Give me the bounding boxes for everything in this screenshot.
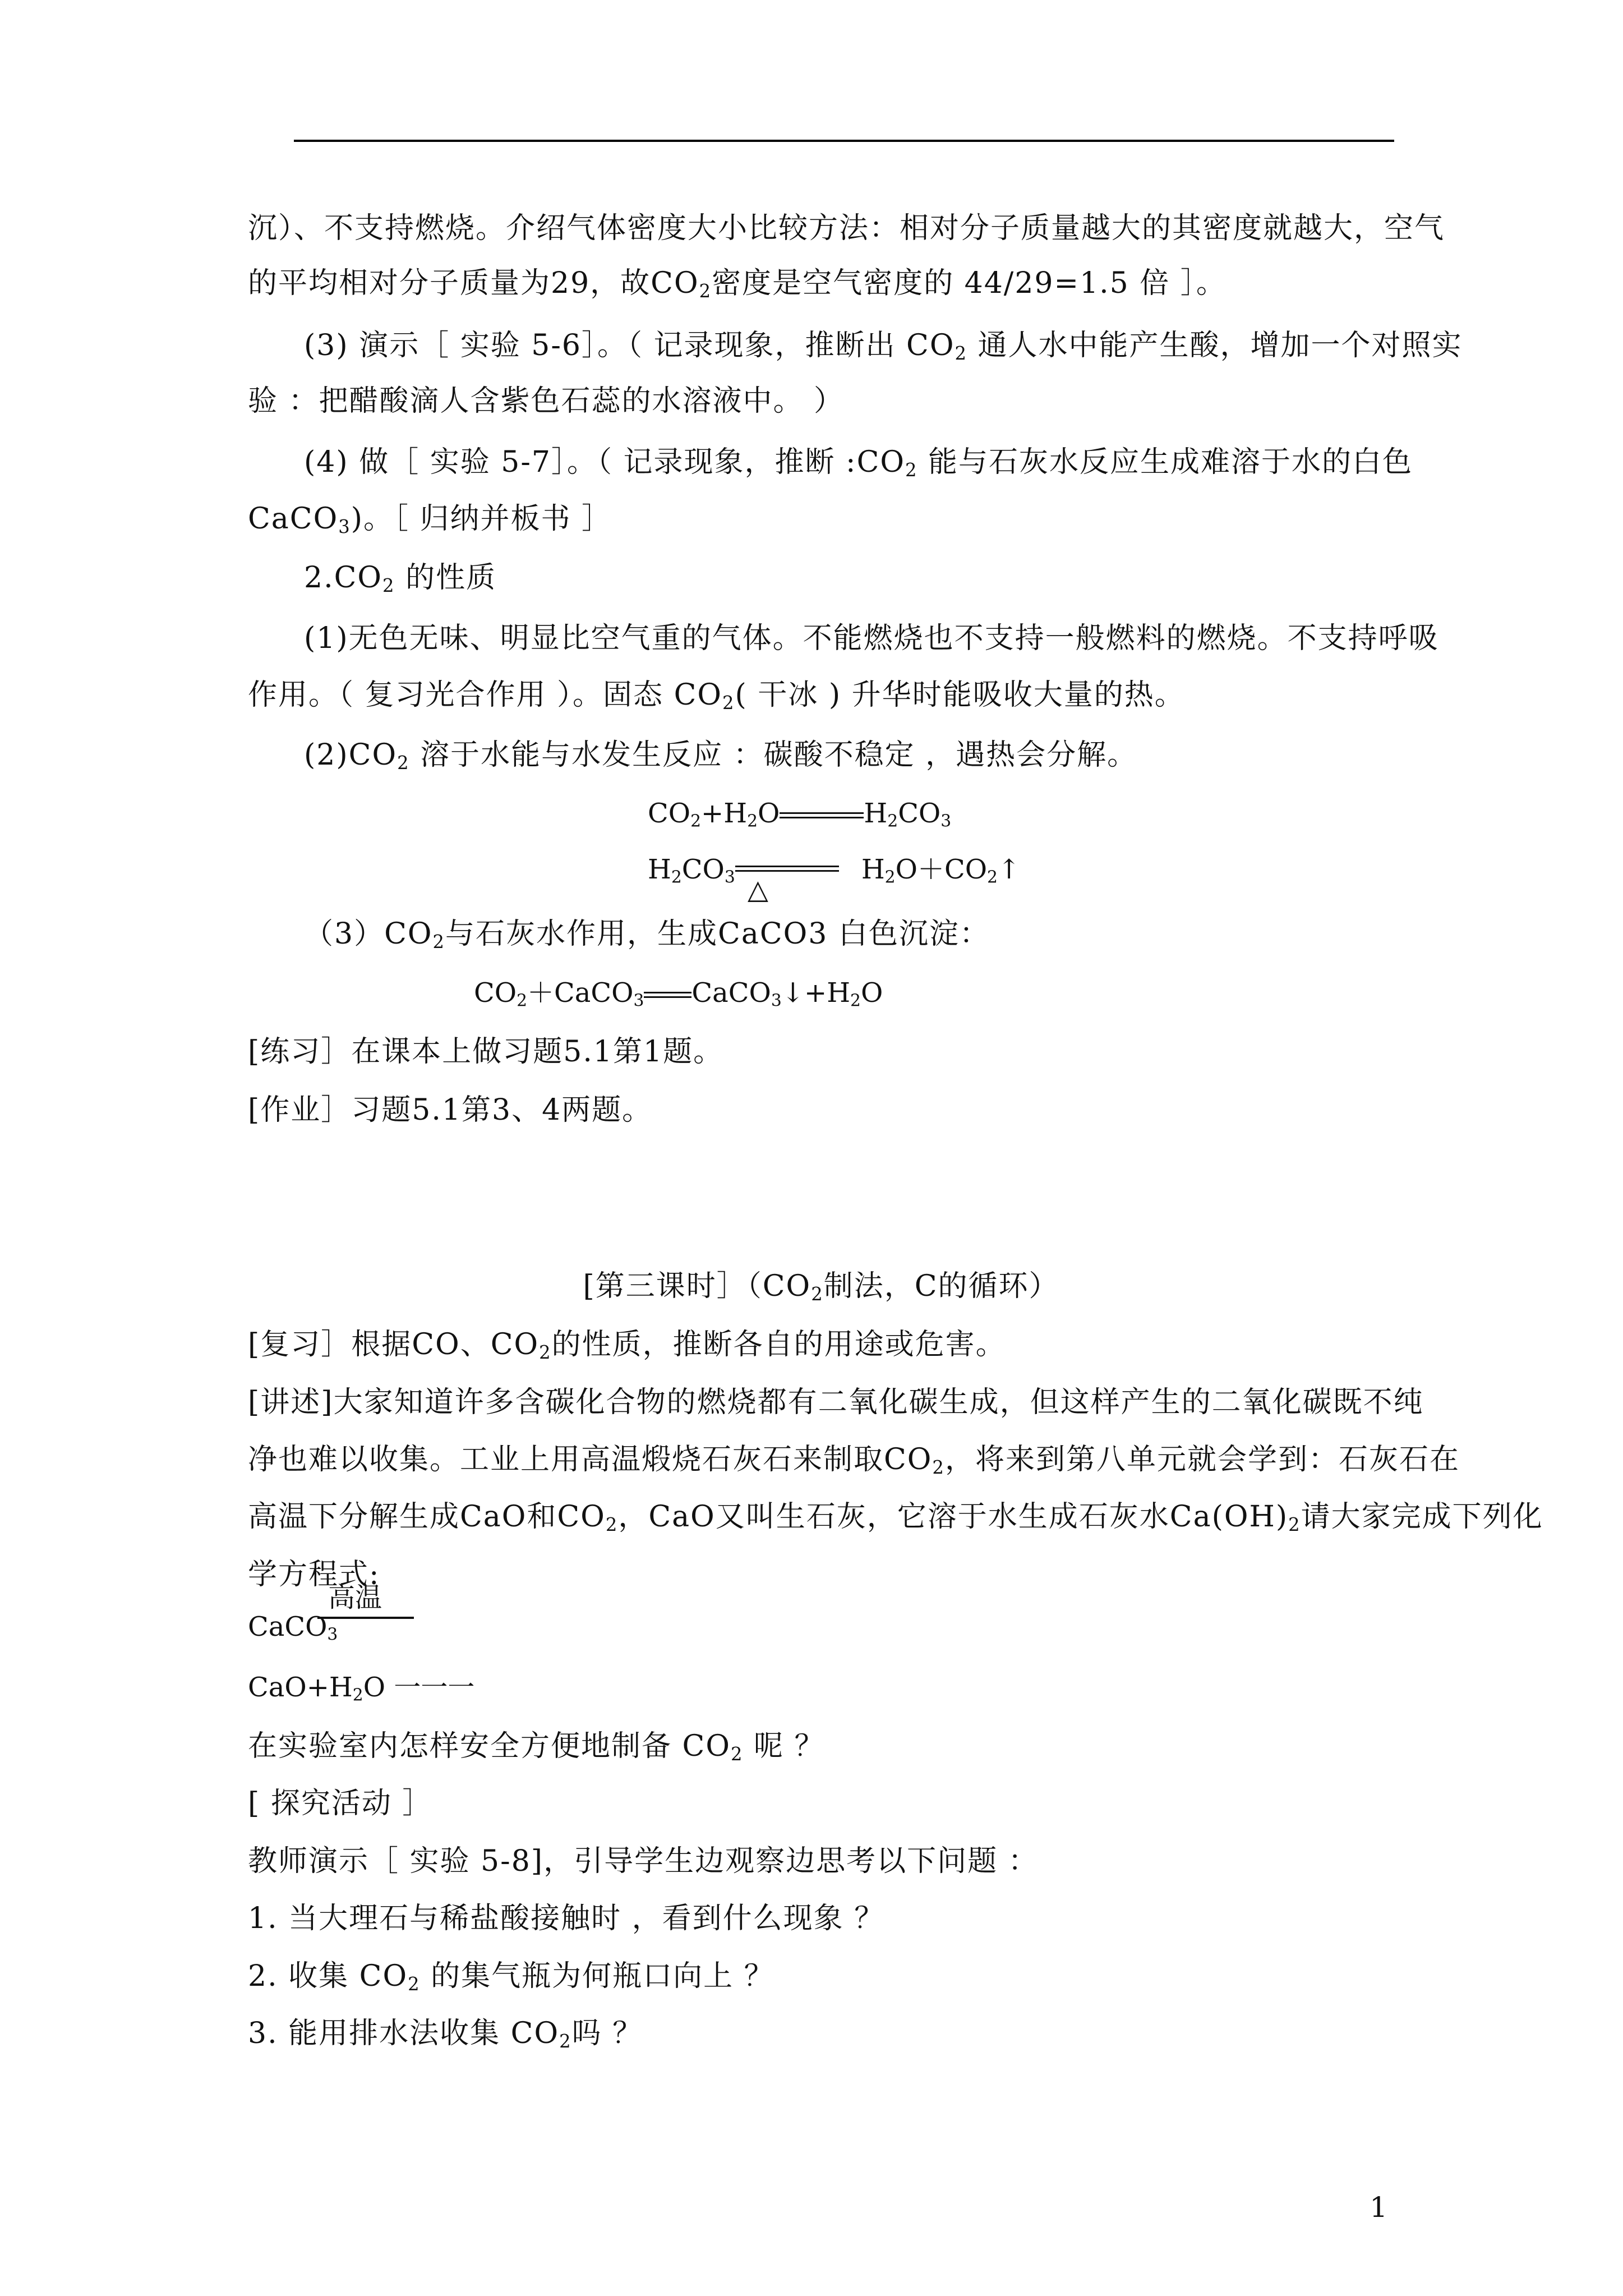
exercise-line: [练习］在课本上做习题5.1第1题。 xyxy=(248,1035,724,1069)
text-line: $(3)CO_2$与石灰水作用，生成CaCO3 白色沉淀： xyxy=(304,917,990,953)
heat-triangle: △ xyxy=(748,874,768,905)
equals-sign xyxy=(735,866,839,872)
text-line: 的平均相对分子质量为29，故$CO_2$密度是空气密度的 44/29=1.5 倍 ］。 xyxy=(248,266,1227,302)
text-line: $(2)CO_2$ 溶于水能与水发生反应 ：碳酸不稳定 ，遇热会分解。 xyxy=(304,738,1138,774)
text-line: [复习］根据CO、$CO_2$的性质，推断各自的用途或危害。 xyxy=(248,1328,1006,1364)
equation-carbonic-acid: $CO_2+H_2O$ $H_2CO_3$ xyxy=(648,798,952,831)
text-line: 作用。（ 复习光合作用 ）。固态 $CO_2$( 干冰 ) 升华时能吸收大量的热。 xyxy=(248,678,1185,714)
question-item: 1. 当大理石与稀盐酸接触时 ，看到什么现象 ？ xyxy=(248,1902,885,1935)
text-line: 学方程式: xyxy=(248,1558,380,1591)
text-line: 在实验室内怎样安全方便地制备 $CO_2$ 呢 ？ xyxy=(248,1729,825,1765)
text-line: [讲述]大家知道许多含碳化合物的燃烧都有二氧化碳生成，但这样产生的二氧化碳既不纯 xyxy=(248,1386,1424,1419)
text-line: (3) 演示［ 实验 5-6］。（ 记录现象，推断出 $CO_2$ 通人水中能产生酸，增加一个对照实 xyxy=(304,329,1463,365)
text-line: (4) 做［ 实验 5-7］。（ 记录现象，推断 $:CO_2$ 能与石灰水反应生成难溶于水的白色 xyxy=(304,445,1413,481)
text-line: CaCO$_3$)。［ 归纳并板书 ］ xyxy=(248,502,612,538)
equation-decomposition: $H_2CO_3$ $H_2O+CO_2↑$ xyxy=(648,854,1021,887)
question-item: 2. 收集 $CO_2$ 的集气瓶为何瓶口向上 ？ xyxy=(248,1959,774,1995)
equals-sign xyxy=(780,812,864,818)
section-heading: $2.CO_2$ 的性质 xyxy=(304,561,497,597)
equation-limewater: $CO_2+CaCO_3$ $CaCO_3↓+H_2O$ xyxy=(474,977,883,1011)
homework-line: [作业］习题5.1第3、4两题。 xyxy=(248,1093,653,1127)
equation-calcination: CaCO$_3$ xyxy=(248,1611,338,1645)
text-line: 教师演示［ 实验 5-8]，引导学生边观察边思考以下问题 ： xyxy=(248,1844,1039,1878)
activity-heading: [ 探究活动 ］ xyxy=(248,1787,433,1820)
text-line: 高温下分解生成CaO和$CO_2$，CaO又叫生石灰，它溶于水生成石灰水$Ca(OH)_2$请大家完成下列化 xyxy=(248,1500,1543,1536)
text-line: (1)无色无味、明显比空气重的气体。不能燃烧也不支持一般燃料的燃烧。不支持呼吸 xyxy=(304,622,1439,655)
question-item: 3. 能用排水法收集 $CO_2$吗 ？ xyxy=(248,2017,643,2053)
text-line: 验 ：把醋酸滴人含紫色石蕊的水溶液中。 ） xyxy=(248,384,845,418)
text-line: 沉）、不支持燃烧。介绍气体密度大小比较方法：相对分子质量越大的其密度就越大，空气 xyxy=(248,211,1445,245)
equation-slaking: $CaO+H_2O$ 一一一 xyxy=(248,1672,475,1705)
condition-high-temperature: 高温 xyxy=(328,1582,382,1613)
header-rule xyxy=(294,140,1394,142)
section-title: [第三课时$](CO_2$制法，C的循环） xyxy=(583,1269,1059,1305)
equals-sign xyxy=(644,992,691,998)
text-line: 净也难以收集。工业上用高温煅烧石灰石来制取$CO_2$，将来到第八单元就会学到：石灰石在 xyxy=(248,1443,1460,1479)
page-number: 1 xyxy=(1370,2191,1387,2224)
